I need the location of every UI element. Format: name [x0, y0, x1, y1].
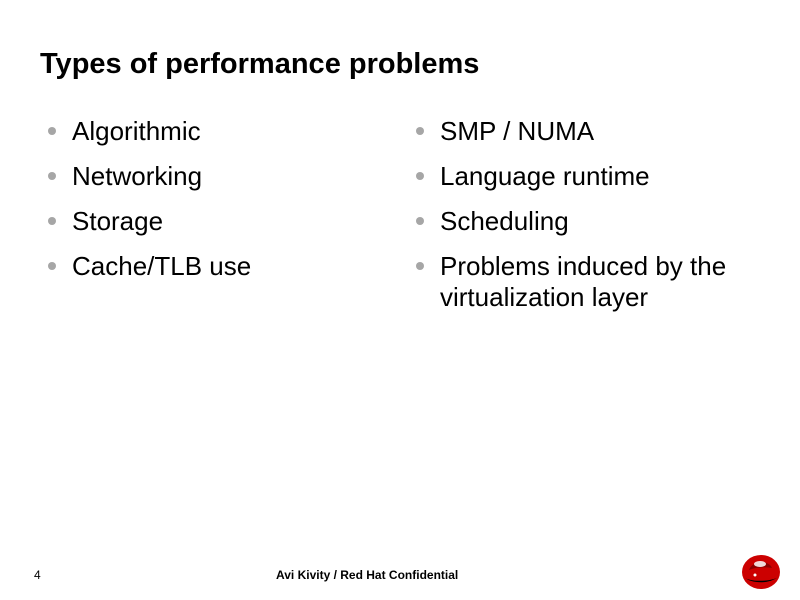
- bullet-text: Scheduling: [440, 206, 569, 236]
- bullet-text: Algorithmic: [72, 116, 201, 146]
- bullet-item-networking: [48, 161, 368, 192]
- bullet-text: Language runtime: [440, 161, 650, 191]
- bullet-item-smp-numa: [416, 116, 776, 147]
- bullet-item-language-runtime: [416, 161, 776, 192]
- bullet-dot-icon: [416, 127, 424, 135]
- right-bullet-list: [416, 116, 776, 327]
- bullet-dot-icon: [416, 217, 424, 225]
- bullet-text: Cache/TLB use: [72, 251, 252, 281]
- page-number: 4: [34, 568, 41, 582]
- bullet-text: Problems induced by the virtualization layer: [440, 251, 727, 312]
- footer-text: Avi Kivity / Red Hat Confidential: [276, 568, 459, 582]
- bullet-text: Storage: [72, 206, 164, 236]
- bullet-dot-icon: [48, 172, 56, 180]
- left-bullet-list: [48, 116, 368, 296]
- bullet-item-algorithmic: [48, 116, 368, 147]
- bullet-text: Networking: [72, 161, 203, 191]
- bullet-dot-icon: [48, 127, 56, 135]
- slide-title: Types of performance problems: [40, 48, 480, 80]
- bullet-text: SMP / NUMA: [440, 116, 595, 146]
- bullet-dot-icon: [48, 262, 56, 270]
- bullet-item-storage: [48, 206, 368, 237]
- bullet-dot-icon: [416, 172, 424, 180]
- bullet-item-virtualization: [416, 251, 776, 313]
- bullet-dot-icon: [416, 262, 424, 270]
- bullet-item-scheduling: [416, 206, 776, 237]
- bullet-item-cache-tlb: [48, 251, 368, 282]
- redhat-shadowman-logo-icon: [738, 552, 782, 592]
- bullet-dot-icon: [48, 217, 56, 225]
